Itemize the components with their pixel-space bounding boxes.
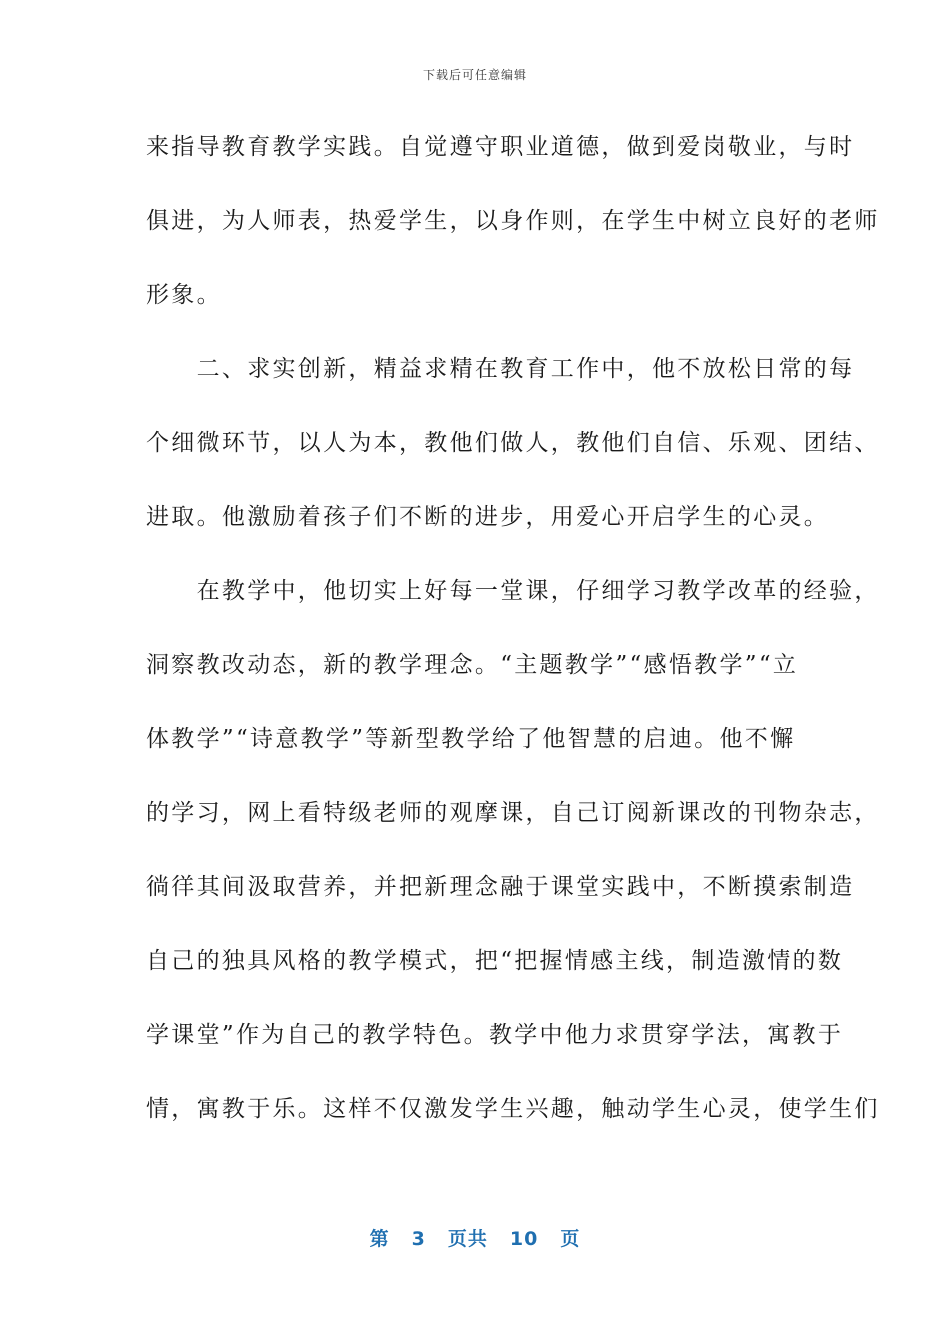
text-line: 二、求实创新，精益求精在教育工作中，他不放松日常的每 <box>146 356 855 382</box>
footer-middle: 页共 <box>447 1228 488 1250</box>
text-line: 的学习，网上看特级老师的观摩课，自己订阅新课改的刊物杂志， <box>146 800 880 826</box>
page-footer <box>0 1224 950 1251</box>
footer-prefix: 第 <box>369 1228 390 1250</box>
text-line: 个细微环节，以人为本，教他们做人，教他们自信、乐观、团结、 <box>146 430 880 456</box>
header-note: 下载后可任意编辑 <box>422 68 527 82</box>
document-body <box>146 118 880 1154</box>
text-line: 形象。 <box>146 282 222 308</box>
current-page-number: 3 <box>411 1228 426 1250</box>
text-line: 徜徉其间汲取营养，并把新理念融于课堂实践中，不断摸索制造 <box>146 874 855 900</box>
text-line: 学课堂”作为自己的教学特色。教学中他力求贯穿学法，寓教于 <box>146 1022 844 1048</box>
text-line: 情，寓教于乐。这样不仅激发学生兴趣，触动学生心灵，使学生们 <box>146 1096 880 1122</box>
footer-suffix: 页 <box>560 1228 581 1250</box>
text-line: 体教学”“诗意教学”等新型教学给了他智慧的启迪。他不懈 <box>146 726 796 752</box>
text-line: 进取。他激励着孩子们不断的进步，用爱心开启学生的心灵。 <box>146 504 830 530</box>
text-line: 俱进，为人师表，热爱学生，以身作则，在学生中树立良好的老师 <box>146 208 880 234</box>
text-line: 洞察教改动态，新的教学理念。“主题教学”“感悟教学”“立 <box>146 652 799 678</box>
text-line: 在教学中，他切实上好每一堂课，仔细学习教学改革的经验， <box>146 578 880 604</box>
text-line: 自己的独具风格的教学模式，把“把握情感主线，制造激情的数 <box>146 948 844 974</box>
text-line: 来指导教育教学实践。自觉遵守职业道德，做到爱岗敬业，与时 <box>146 134 855 160</box>
total-page-count: 10 <box>509 1228 539 1250</box>
